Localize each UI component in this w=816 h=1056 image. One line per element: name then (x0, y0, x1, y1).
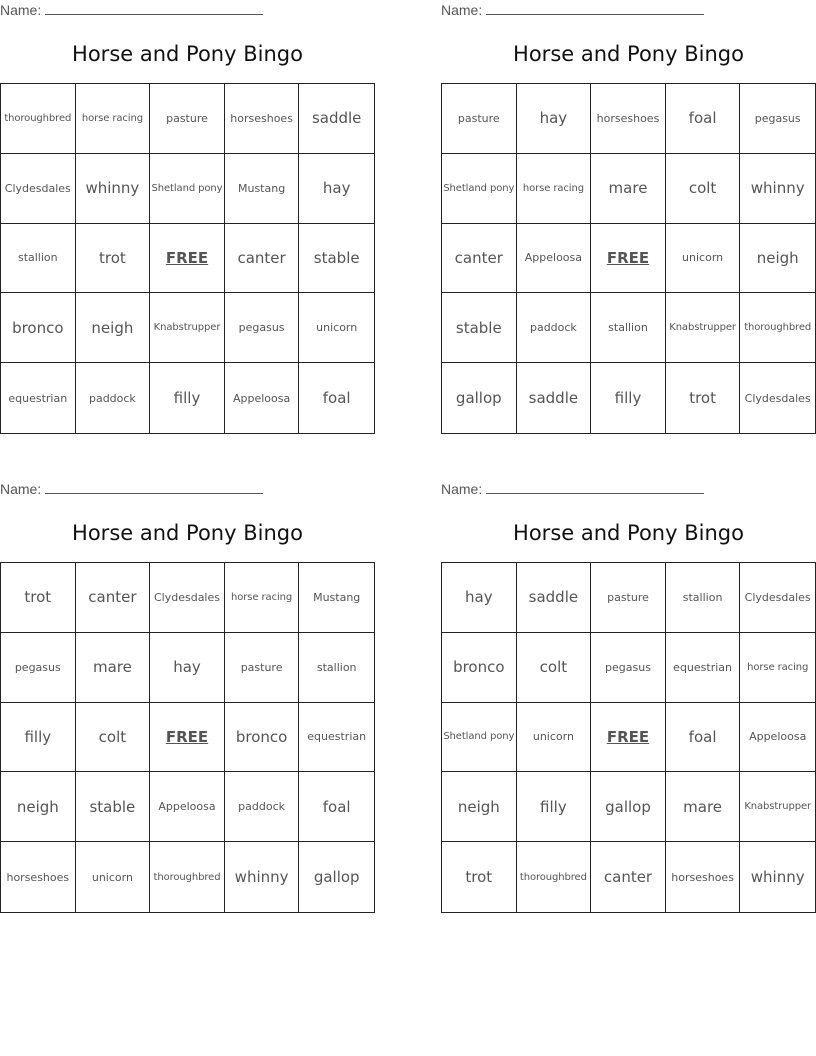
bingo-cell[interactable]: Appeloosa (517, 224, 592, 294)
bingo-cell[interactable]: Knabstrupper (740, 772, 815, 842)
bingo-cell[interactable]: Knabstrupper (666, 293, 741, 363)
bingo-cell[interactable]: canter (442, 224, 517, 294)
bingo-cell[interactable]: hay (299, 154, 374, 224)
bingo-cell[interactable]: Appeloosa (150, 772, 225, 842)
bingo-cell[interactable]: Shetland pony (150, 154, 225, 224)
bingo-grid (441, 562, 816, 913)
bingo-grid (0, 562, 375, 913)
card-title: Horse and Pony Bingo (513, 42, 744, 66)
bingo-cell[interactable]: canter (76, 563, 151, 633)
bingo-cell[interactable]: horse racing (225, 563, 300, 633)
bingo-cell[interactable]: bronco (1, 293, 76, 363)
bingo-card-3 (0, 479, 375, 919)
bingo-cell[interactable]: gallop (313, 868, 360, 887)
name-blank-line[interactable] (486, 2, 704, 15)
free-space-cell[interactable]: FREE (150, 224, 225, 294)
bingo-cell[interactable]: whinny (740, 154, 815, 224)
bingo-cell[interactable]: horseshoes (666, 842, 741, 912)
bingo-cell[interactable]: pegasus (740, 84, 815, 154)
bingo-cell[interactable]: pegasus (1, 633, 76, 703)
bingo-cell[interactable]: neigh (740, 224, 815, 294)
bingo-cell[interactable]: filly (591, 363, 666, 433)
free-space-cell[interactable]: FREE (591, 703, 666, 773)
bingo-cell[interactable]: stallion (666, 563, 741, 633)
name-field (0, 2, 263, 18)
bingo-cell[interactable]: whinny (225, 842, 300, 912)
card-title: Horse and Pony Bingo (513, 521, 744, 545)
bingo-cell[interactable]: unicorn (76, 842, 151, 912)
bingo-cell[interactable]: pasture (591, 563, 666, 633)
bingo-cell[interactable]: pegasus (591, 633, 666, 703)
bingo-cell[interactable]: trot (76, 224, 151, 294)
name-label: Name: (0, 2, 42, 18)
bingo-cell[interactable]: pasture (150, 84, 225, 154)
bingo-cell[interactable]: Shetland pony (442, 703, 517, 773)
bingo-cell[interactable]: pasture (442, 84, 517, 154)
bingo-cell[interactable]: paddock (517, 293, 592, 363)
bingo-cell[interactable]: trot (666, 363, 741, 433)
free-space-cell[interactable]: FREE (591, 224, 666, 294)
bingo-cell[interactable]: whinny (76, 154, 151, 224)
bingo-cell[interactable]: Appeloosa (740, 703, 815, 773)
card-title: Horse and Pony Bingo (72, 42, 303, 66)
bingo-cell[interactable]: unicorn (517, 703, 592, 773)
name-label: Name: (441, 2, 483, 18)
bingo-cell[interactable]: equestrian (1, 363, 76, 433)
bingo-cell[interactable]: saddle (299, 84, 374, 154)
bingo-cell[interactable]: canter (225, 224, 300, 294)
bingo-cell[interactable]: stallion (1, 224, 76, 294)
bingo-cell[interactable]: gallop (442, 363, 517, 433)
bingo-card-1 (0, 0, 375, 440)
bingo-cell[interactable]: Clydesdales (744, 391, 811, 405)
bingo-cell[interactable]: stallion (591, 293, 666, 363)
bingo-cell[interactable]: bronco (442, 633, 517, 703)
bingo-cell[interactable]: mare (666, 772, 741, 842)
bingo-cell[interactable]: horseshoes (591, 84, 666, 154)
bingo-cell[interactable]: stable (76, 772, 151, 842)
bingo-cell[interactable]: stable (299, 224, 374, 294)
bingo-cell[interactable]: colt (517, 633, 592, 703)
bingo-grid (441, 83, 816, 434)
bingo-cell[interactable]: paddock (76, 363, 151, 433)
bingo-cell[interactable]: Mustang (299, 563, 374, 633)
bingo-cell[interactable]: horse racing (740, 633, 815, 703)
bingo-cell[interactable]: thoroughbred (517, 842, 592, 912)
name-field (441, 481, 704, 497)
bingo-grid (0, 83, 375, 434)
bingo-cell[interactable]: colt (76, 703, 151, 773)
name-field (0, 481, 263, 497)
bingo-card-4 (441, 479, 816, 919)
bingo-cell[interactable]: whinny (750, 868, 805, 887)
bingo-cell[interactable]: canter (591, 842, 666, 912)
bingo-cell[interactable]: equestrian (666, 633, 741, 703)
name-label: Name: (441, 481, 483, 497)
bingo-cell[interactable]: thoroughbred (150, 842, 225, 912)
bingo-cell[interactable]: mare (76, 633, 151, 703)
bingo-cell[interactable]: unicorn (299, 293, 374, 363)
bingo-cell[interactable]: neigh (442, 772, 517, 842)
name-field (441, 2, 704, 18)
bingo-cell[interactable]: stable (442, 293, 517, 363)
bingo-cell[interactable]: equestrian (299, 703, 374, 773)
bingo-cell[interactable]: pasture (225, 633, 300, 703)
bingo-cell[interactable]: Clydesdales (740, 563, 815, 633)
bingo-cell[interactable]: neigh (1, 772, 76, 842)
bingo-cell[interactable]: unicorn (666, 224, 741, 294)
bingo-cell[interactable]: saddle (517, 363, 592, 433)
bingo-cell[interactable]: colt (666, 154, 741, 224)
bingo-card-2 (441, 0, 816, 440)
bingo-cell[interactable]: Knabstrupper (150, 293, 225, 363)
bingo-cell[interactable]: neigh (76, 293, 151, 363)
bingo-cell[interactable]: stallion (299, 633, 374, 703)
bingo-cell[interactable]: Appeloosa (225, 363, 300, 433)
bingo-cell[interactable]: foal (299, 772, 374, 842)
bingo-cell[interactable]: horse racing (517, 154, 592, 224)
bingo-cell[interactable]: horseshoes (1, 842, 76, 912)
bingo-cell[interactable]: Clydesdales (1, 154, 76, 224)
bingo-cell[interactable]: filly (1, 703, 76, 773)
bingo-cell[interactable]: foal (666, 84, 741, 154)
bingo-cell[interactable]: filly (150, 363, 225, 433)
bingo-cell[interactable]: gallop (591, 772, 666, 842)
bingo-cell[interactable]: thoroughbred (1, 84, 76, 154)
bingo-cell[interactable]: trot (442, 842, 517, 912)
bingo-cell[interactable]: filly (517, 772, 592, 842)
bingo-cell[interactable]: hay (442, 563, 517, 633)
bingo-cell[interactable]: paddock (225, 772, 300, 842)
bingo-cell[interactable]: bronco (225, 703, 300, 773)
bingo-cell[interactable]: trot (1, 563, 76, 633)
bingo-cell[interactable]: thoroughbred (740, 293, 815, 363)
bingo-cell[interactable]: hay (517, 84, 592, 154)
bingo-cell[interactable]: foal (666, 703, 741, 773)
bingo-cell[interactable]: Mustang (225, 154, 300, 224)
name-blank-line[interactable] (486, 481, 704, 494)
bingo-cell[interactable]: foal (322, 389, 351, 408)
name-blank-line[interactable] (45, 481, 263, 494)
free-space-cell[interactable]: FREE (150, 703, 225, 773)
bingo-cell[interactable]: hay (150, 633, 225, 703)
bingo-cell[interactable]: Clydesdales (150, 563, 225, 633)
bingo-cell[interactable]: saddle (517, 563, 592, 633)
bingo-cell[interactable]: horse racing (76, 84, 151, 154)
bingo-cell[interactable]: horseshoes (225, 84, 300, 154)
name-blank-line[interactable] (45, 2, 263, 15)
bingo-cell[interactable]: pegasus (225, 293, 300, 363)
card-title: Horse and Pony Bingo (72, 521, 303, 545)
bingo-cell[interactable]: Shetland pony (442, 154, 517, 224)
name-label: Name: (0, 481, 42, 497)
bingo-cell[interactable]: mare (591, 154, 666, 224)
